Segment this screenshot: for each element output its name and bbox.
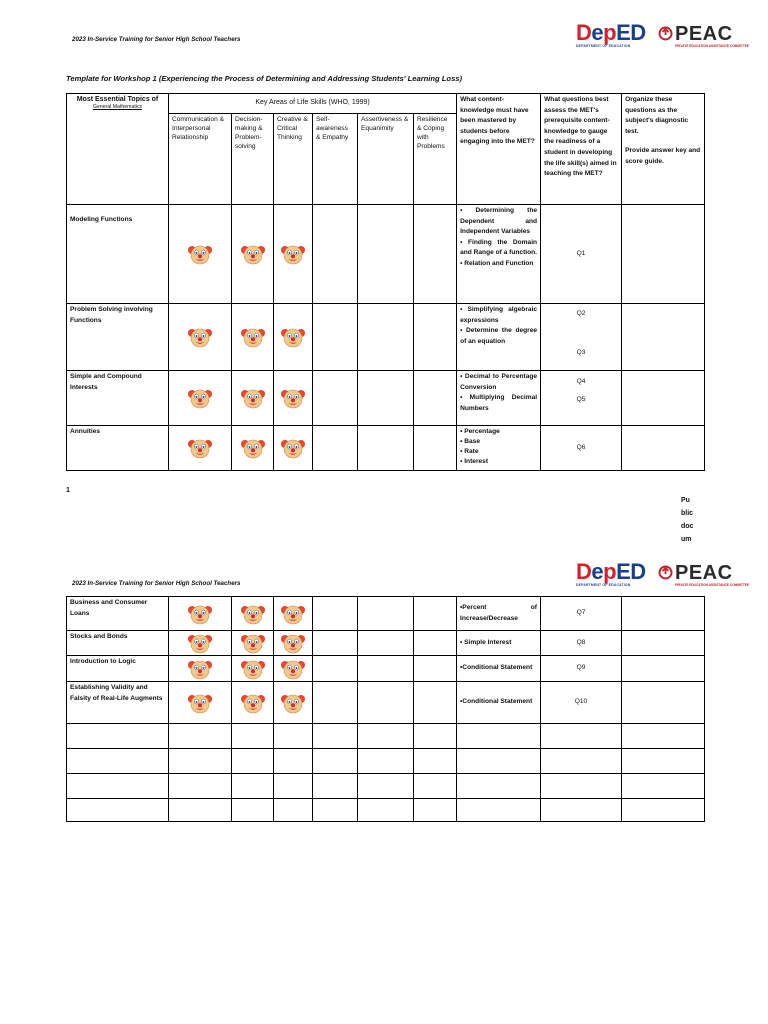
knowledge-item: • Rate (460, 448, 479, 455)
topics-header-cell (67, 94, 169, 114)
table-row (67, 304, 705, 371)
clown-face-icon (188, 632, 212, 654)
side-note-line: Pu (681, 497, 690, 504)
knowledge-item: • Determine the degree of an equation (460, 327, 538, 345)
clown-face-icon (169, 631, 232, 656)
clown-face-icon (232, 656, 274, 682)
clown-face-icon (274, 631, 313, 656)
question-cell: Q9 (541, 656, 622, 682)
table-row (67, 205, 705, 304)
clown-face-icon (274, 597, 313, 631)
table-row (67, 631, 705, 656)
subject-label: General Mathematics (92, 104, 143, 110)
empty-cell (622, 682, 705, 724)
clown-face-icon (232, 682, 274, 724)
clown-face-icon (281, 437, 305, 459)
clown-face-icon (232, 371, 274, 426)
table-row (67, 426, 705, 471)
skill-header-decision-making: Decision-making & Problem-solving (232, 114, 274, 205)
empty-cell (414, 597, 457, 631)
workshop-table-page1 (66, 93, 705, 471)
knowledge-item: • Base (460, 438, 480, 445)
side-note-line: um (681, 536, 692, 543)
life-skills-header: Key Areas of Life Skills (WHO, 1999) (169, 94, 457, 114)
knowledge-cell: •Percent of Increase/Decrease (457, 597, 541, 631)
clown-face-icon (274, 426, 313, 471)
empty-cell (414, 205, 457, 304)
clown-face-icon (169, 304, 232, 371)
clown-face-icon (188, 437, 212, 459)
empty-cell (622, 597, 705, 631)
clown-face-icon (188, 326, 212, 348)
table-row (67, 371, 705, 426)
clown-face-icon (281, 632, 305, 654)
deped-logo (576, 22, 646, 48)
knowledge-cell: •Conditional Statement (457, 656, 541, 682)
empty-cell (414, 304, 457, 371)
empty-cell (313, 631, 358, 656)
side-note-line: doc (681, 523, 694, 530)
question-cell (541, 304, 622, 371)
knowledge-cell (457, 304, 541, 371)
answer-key-header: Provide answer key and score guide. (625, 147, 701, 165)
clown-face-icon (274, 656, 313, 682)
empty-cell (358, 682, 414, 724)
topics-header: Most Essential Topics of (76, 96, 159, 103)
empty-cell (414, 426, 457, 471)
clown-face-icon (232, 205, 274, 304)
topic-cell: Establishing Validity and Falsity of Real-Life Augments (67, 682, 169, 724)
knowledge-item: • Percentage (460, 428, 500, 435)
template-title-subtitle: (Experiencing the Process of Determining and Addressing Students' Learning Loss) (156, 74, 463, 83)
knowledge-item: • Interest (460, 458, 489, 465)
clown-face-icon (169, 426, 232, 471)
knowledge-item: • Simplifying algebraic expressions (460, 306, 538, 324)
clown-face-icon (188, 603, 212, 625)
peac-logo-subtitle: PRIVATE EDUCATION ASSISTANCE COMMITTEE (675, 44, 750, 48)
clown-face-icon (232, 631, 274, 656)
clown-face-icon (188, 387, 212, 409)
knowledge-item: • Multiplying Decimal Numbers (460, 394, 538, 412)
question-cell: Q1 (541, 205, 622, 304)
topic-cell: Stocks and Bonds (67, 631, 169, 656)
knowledge-item: • Finding the Domain and Range of a function. (460, 238, 538, 257)
empty-table-row (67, 724, 705, 749)
empty-cell (622, 631, 705, 656)
empty-cell (358, 656, 414, 682)
table-row (67, 656, 705, 682)
question-label: Q2 (576, 310, 586, 317)
empty-cell (358, 597, 414, 631)
topic-cell: Business and Consumer Loans (67, 597, 169, 631)
clown-face-icon (169, 597, 232, 631)
clown-face-icon (169, 205, 232, 304)
knowledge-cell: • Simple Interest (457, 631, 541, 656)
clown-face-icon (241, 326, 265, 348)
question-label: Q4 (576, 378, 586, 385)
workshop-table-page2 (66, 596, 705, 822)
table-row (67, 597, 705, 631)
clown-face-icon (232, 304, 274, 371)
empty-cell (414, 631, 457, 656)
clown-face-icon (188, 658, 212, 680)
clown-face-icon (241, 692, 265, 714)
side-note-line: blic (681, 510, 694, 517)
skill-header-creative-thinking: Creative & Critical Thinking (274, 114, 313, 205)
question-cell: Q10 (541, 682, 622, 724)
topic-cell: Problem Solving involving Functions (67, 304, 169, 371)
empty-cell (622, 205, 705, 304)
empty-cell (358, 371, 414, 426)
empty-cell (313, 304, 358, 371)
header-title: 2023 In-Service Training for Senior High School Teachers (72, 580, 241, 587)
clown-face-icon (281, 243, 305, 265)
organize-header-cell (622, 94, 705, 205)
clown-face-icon (169, 371, 232, 426)
side-note (681, 494, 693, 546)
clown-face-icon (241, 243, 265, 265)
empty-cell (414, 656, 457, 682)
empty-cell (414, 371, 457, 426)
deped-logo-text: DepED (576, 559, 646, 584)
clown-face-icon (274, 304, 313, 371)
clown-face-icon (232, 426, 274, 471)
empty-cell (313, 205, 358, 304)
peac-arrow-logo-icon (658, 26, 673, 41)
content-knowledge-header: What content-knowledge must have been mastered by students before engaging into the MET? (457, 94, 541, 205)
empty-cell (313, 597, 358, 631)
skill-header-assertiveness: Assertiveness & Equanimity (358, 114, 414, 205)
empty-cell (313, 426, 358, 471)
header-title: 2023 In-Service Training for Senior High School Teachers (72, 36, 241, 43)
knowledge-item: • Determining the Dependent and Independent Variables (460, 207, 538, 236)
page-number: 1 (66, 487, 70, 494)
peac-logo-text: PEAC (675, 562, 733, 584)
empty-table-row (67, 799, 705, 822)
template-title (66, 74, 462, 83)
clown-face-icon (274, 205, 313, 304)
questions-header: What questions best assess the MET's prerequisite content-knowledge to gauge the readiness of a student in developing the life skill(s) aimed in teaching the MET? (541, 94, 622, 205)
knowledge-cell (457, 205, 541, 304)
deped-logo-subtitle: DEPARTMENT OF EDUCATION (576, 44, 631, 48)
topic-cell: Introduction to Logic (67, 656, 169, 682)
question-cell: Q8 (541, 631, 622, 656)
clown-face-icon (274, 371, 313, 426)
clown-face-icon (241, 658, 265, 680)
deped-logo-text: DepED (576, 20, 646, 45)
question-label: Q5 (576, 395, 586, 403)
empty-cell (358, 426, 414, 471)
knowledge-item: • Decimal to Percentage Conversion (460, 373, 538, 391)
clown-face-icon (169, 682, 232, 724)
clown-face-icon (241, 387, 265, 409)
topic-cell: Simple and Compound Interests (67, 371, 169, 426)
clown-face-icon (232, 597, 274, 631)
knowledge-cell (457, 371, 541, 426)
empty-cell (414, 682, 457, 724)
empty-cell (313, 656, 358, 682)
clown-face-icon (281, 387, 305, 409)
topic-cell: Annuities (67, 426, 169, 471)
topic-cell: Modeling Functions (67, 205, 169, 304)
empty-cell (313, 682, 358, 724)
template-title-main: Template for Workshop 1 (66, 74, 157, 83)
clown-face-icon (241, 437, 265, 459)
deped-logo-subtitle: DEPARTMENT OF EDUCATION (576, 583, 631, 587)
clown-face-icon (281, 692, 305, 714)
empty-cell (358, 205, 414, 304)
empty-table-row (67, 774, 705, 799)
empty-cell (622, 656, 705, 682)
clown-face-icon (188, 243, 212, 265)
empty-cell (622, 304, 705, 371)
clown-face-icon (169, 656, 232, 682)
clown-face-icon (241, 603, 265, 625)
peac-arrow-logo-icon (658, 565, 673, 580)
clown-face-icon (274, 682, 313, 724)
skill-header-resilience: Resilience & Coping with Problems (414, 114, 457, 205)
clown-face-icon (281, 658, 305, 680)
question-cell: Q7 (541, 597, 622, 631)
organize-header: Organize these questions as the subject's diagnostic test. (625, 96, 689, 135)
empty-cell (313, 371, 358, 426)
deped-logo (576, 561, 646, 587)
empty-cell (622, 426, 705, 471)
peac-logo-text: PEAC (675, 23, 733, 45)
empty-cell (358, 304, 414, 371)
skill-header-communication: Communication & Interpersonal Relationship (169, 114, 232, 205)
clown-face-icon (241, 632, 265, 654)
skill-header-self-awareness: Self-awareness & Empathy (313, 114, 358, 205)
clown-face-icon (281, 326, 305, 348)
table-row (67, 682, 705, 724)
knowledge-cell (457, 426, 541, 471)
knowledge-item: • Relation and Function (460, 259, 534, 267)
peac-logo-subtitle: PRIVATE EDUCATION ASSISTANCE COMMITTEE (675, 583, 750, 587)
empty-table-row (67, 749, 705, 774)
clown-face-icon (188, 692, 212, 714)
clown-face-icon (281, 603, 305, 625)
question-cell (541, 371, 622, 426)
question-label: Q3 (576, 348, 586, 356)
question-cell: Q6 (541, 426, 622, 471)
topics-header-spacer (67, 114, 169, 205)
empty-cell (358, 631, 414, 656)
knowledge-cell: •Conditional Statement (457, 682, 541, 724)
empty-cell (622, 371, 705, 426)
